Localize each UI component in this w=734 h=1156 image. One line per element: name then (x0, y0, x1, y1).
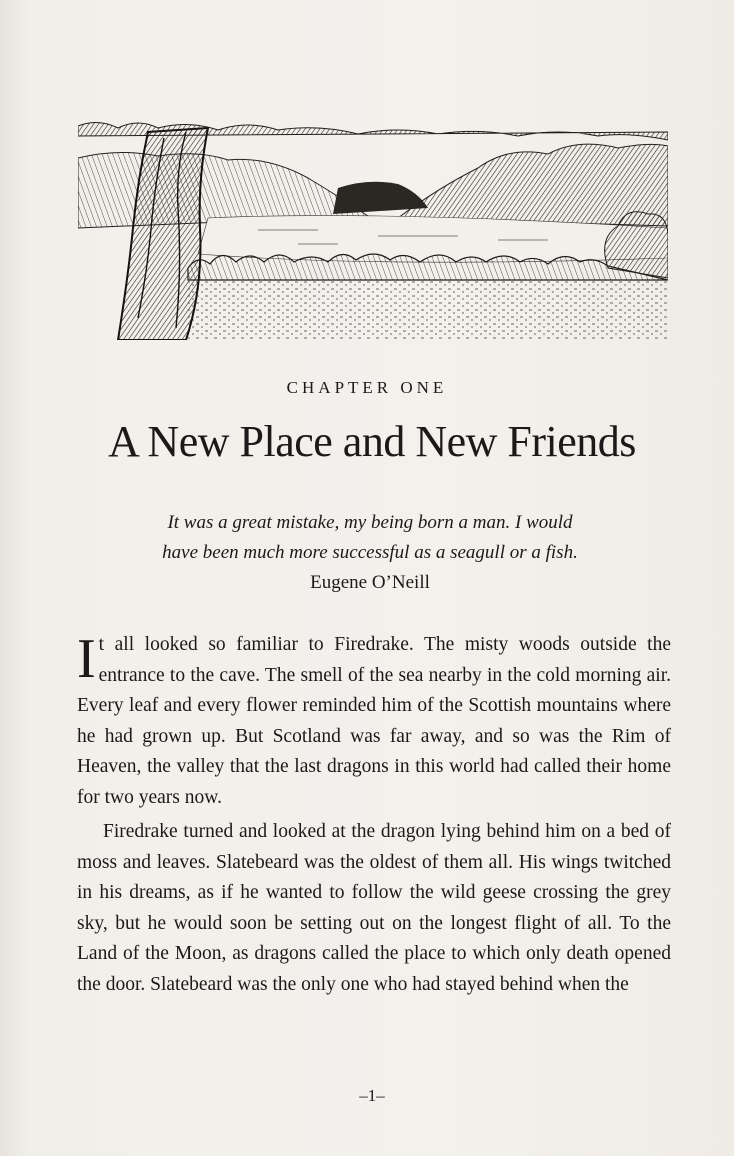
paragraph (77, 630, 671, 813)
paragraph: Firedrake turned and looked at the dragon lying behind him on a bed of moss and leaves. Slatebeard was the oldest of them all. His wings twitched in his dreams, as if he wanted to follow the wild geese crossing the grey sky, but he would soon be setting out on the longest flight of all. To the Land of the Moon, as dragons called the place to which only death opened the door. Slatebeard was the only one who had stayed behind when the (77, 821, 671, 995)
page-number: –1– (359, 1086, 385, 1105)
chapter-label: CHAPTER ONE (286, 378, 448, 397)
epigraph-quote-line: It was a great mistake, my being born a man. I would (167, 512, 573, 533)
epigraph-author: Eugene O’Neill (310, 572, 430, 593)
epigraph (0, 508, 734, 598)
drop-cap: I (77, 628, 96, 690)
landscape-illustration (78, 118, 668, 340)
body-text (77, 630, 671, 1000)
epigraph-quote-line: have been much more successful as a seagull or a fish. (162, 542, 578, 563)
paragraph-text: t all looked so familiar to Firedrake. The misty woods outside the entrance to the cave. The smell of the sea nearby in the cold morning air. Every leaf and every flower reminded him of the Scottish mountains where he had grown up. But Scotland was far away, and so was the Rim of Heaven, the valley that the last dragons in this world had called their home for two years now. (77, 634, 671, 808)
chapter-title: A New Place and New Friends (108, 417, 636, 466)
